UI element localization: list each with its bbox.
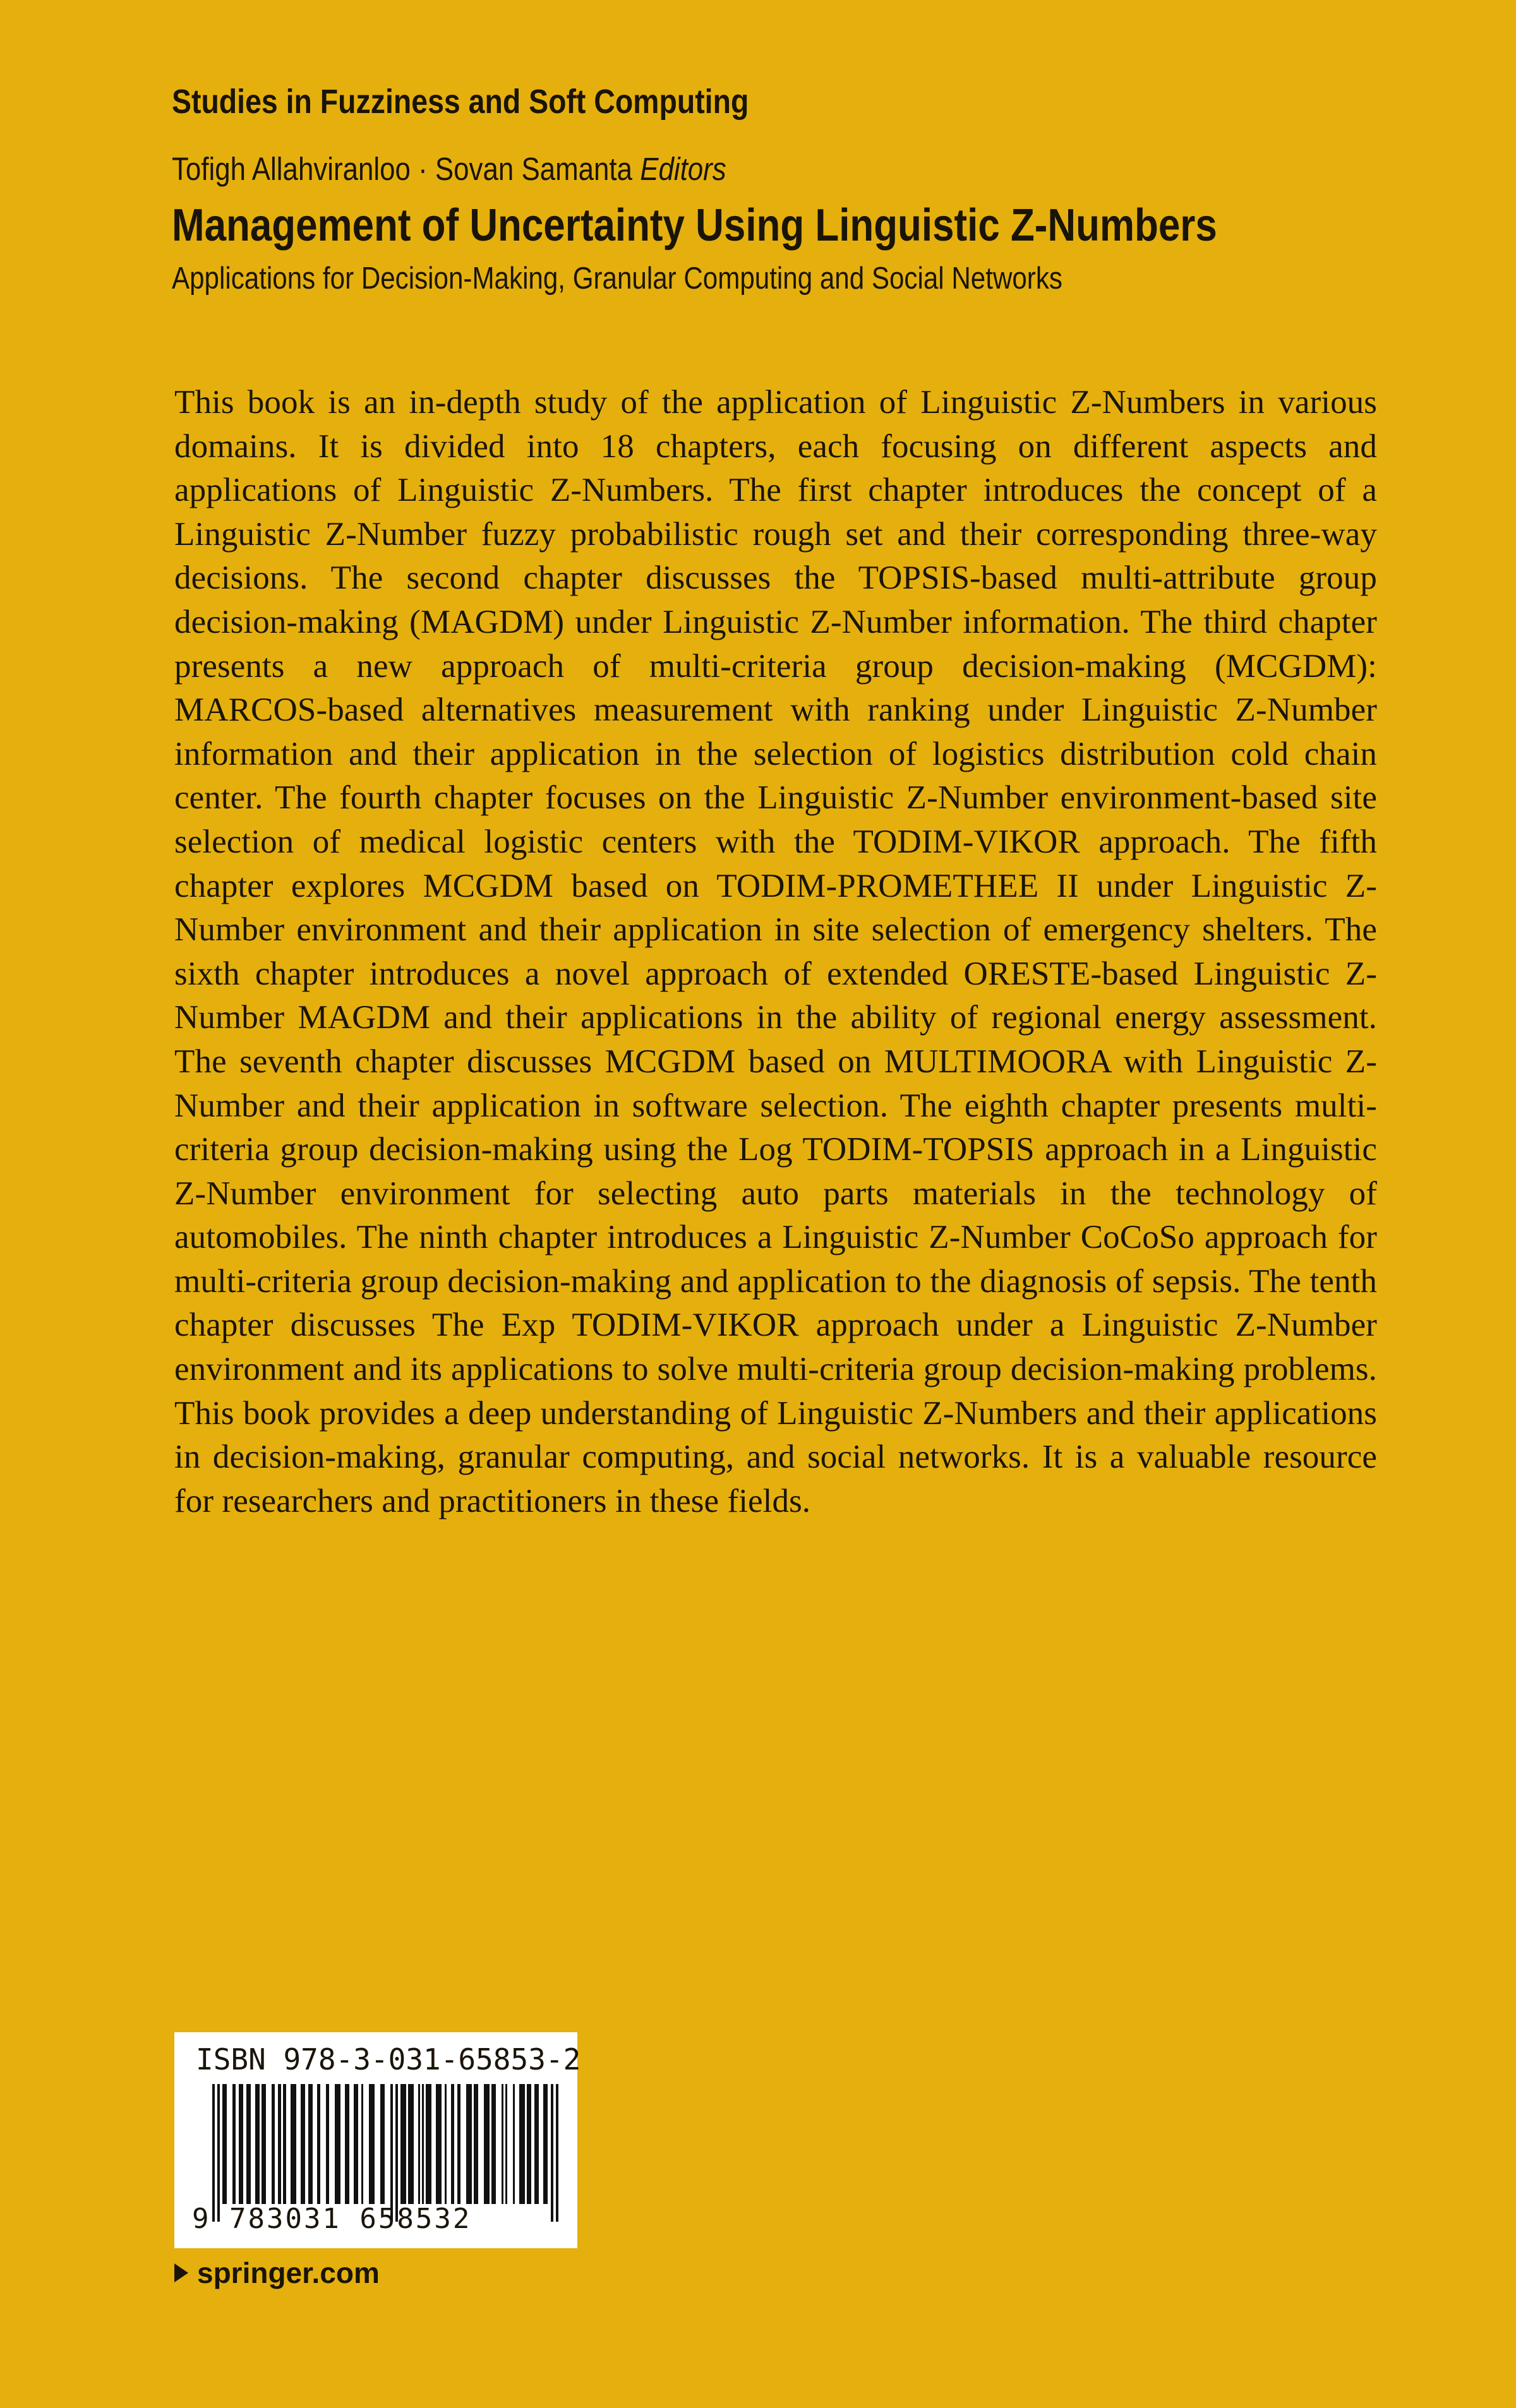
- publisher-url: springer.com: [197, 2256, 380, 2289]
- book-description: This book is an in-depth study of the application of Linguistic Z-Numbers in various domains. It is divided into 18 chapters, each focusing on different aspects and applications of Linguistic Z-Numbers. The first chapter introduces the concept of a Linguistic Z-Number fuzzy probabilistic rough set and their corresponding three-way decisions. The second chapter discusses the TOPSIS-based multi-attribute group decision-making (MAGDM) under Linguistic Z-Number information. The third chapter presents a new approach of multi-criteria group decision-making (MCGDM): MARCOS-based alternatives measurement with ranking under Linguistic Z-Number information and their application in the selection of logistics distribution cold chain center. The fourth chapter focuses on the Linguistic Z-Number environment-based site selection of medical logistic centers with the TODIM-VIKOR approach. The fifth chapter explores MCGDM based on TODIM-PROMETHEE II under Linguistic Z-Number environment and their application in site selection of emergency shelters. The sixth chapter introduces a novel approach of extended ORESTE-based Linguistic Z-Number MAGDM and their applications in the ability of regional energy assessment. The seventh chapter discusses MCGDM based on MULTIMOORA with Linguistic Z-Number and their application in software selection. The eighth chapter presents multi-criteria group decision-making using the Log TODIM-TOPSIS approach in a Linguistic Z-Number environment for selecting auto parts materials in the technology of automobiles. The ninth chapter introduces a Linguistic Z-Number CoCoSo approach for multi-criteria group decision-making and application to the diagnosis of sepsis. The tenth chapter discusses The Exp TODIM-VIKOR approach under a Linguistic Z-Number environment and its applications to solve multi-criteria group decision-making problems. This book provides a deep understanding of Linguistic Z-Numbers and their applications in decision-making, granular computing, and social networks. It is a valuable resource for researchers and practitioners in these fields.: [174, 384, 1377, 1519]
- book-title: Management of Uncertainty Using Linguistic Z-Numbers: [172, 200, 1217, 251]
- triangle-right-icon: [174, 2263, 188, 2282]
- barcode-panel: [174, 2032, 581, 2248]
- editors-role: Editors: [640, 151, 726, 187]
- editors-line: [172, 150, 726, 188]
- editor-names: Tofigh Allahviranloo · Sovan Samanta: [172, 151, 633, 187]
- barcode-digits: 9 783031 658532: [192, 2203, 472, 2235]
- book-subtitle: Applications for Decision-Making, Granular Computing and Social Networks: [172, 261, 1062, 296]
- publisher-link[interactable]: [174, 2256, 380, 2290]
- isbn-label: ISBN 978-3-031-65853-2: [196, 2042, 581, 2076]
- series-title: Studies in Fuzziness and Soft Computing: [172, 83, 749, 121]
